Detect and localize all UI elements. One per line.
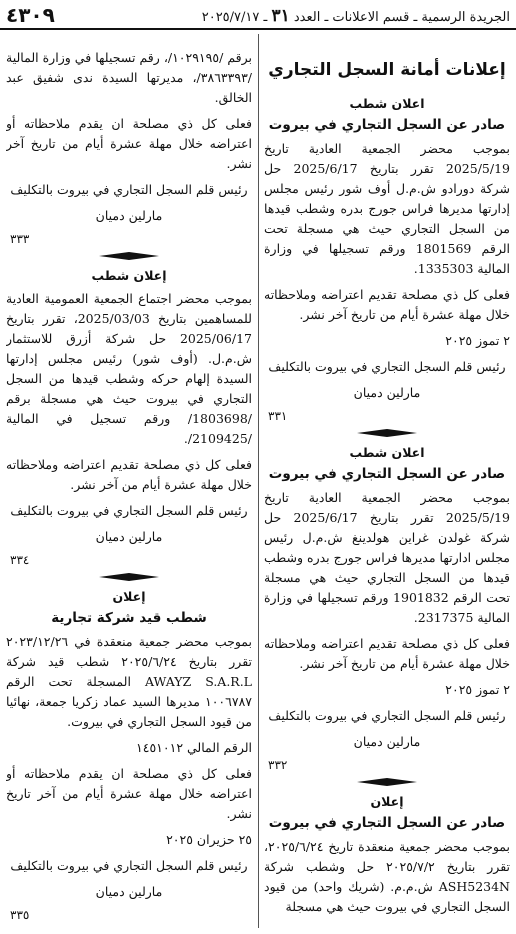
announcement-body: بموجب محضر اجتماع الجمعية العمومية العادية للمساهمين بتاريخ 2025/03/03، تقرر بتاريخ 2025/06/17 حل شركة أزرق للاستثمار ش.م.ل. (أوف شور) رئيس مجلس إدارتها السيدة إلهام حركه وشطب قيدها من السجل التجاري في بيروت حيث هي مسجلة برقم /1803698/ ورقم تسجيل في المالية /2109425/. bbox=[6, 291, 252, 446]
announcement-issuer: صادر عن السجل التجاري في بيروت bbox=[268, 117, 506, 133]
signer-name: مارلين دميان bbox=[353, 385, 421, 400]
separator-ornament bbox=[99, 573, 159, 581]
announcement-kind: إعلان bbox=[112, 589, 146, 604]
announcement-331 bbox=[264, 96, 510, 437]
announcement-objection: فعلى كل ذي مصلحة تقديم اعتراضه وملاحظاته خلال مهلة عشرة أيام من تاريخ آخر نشر. bbox=[264, 287, 510, 322]
announcement-kind: إعلان bbox=[370, 794, 404, 809]
signer-title: رئيس قلم السجل التجاري في بيروت بالتكليف bbox=[10, 182, 248, 197]
signer-title: رئيس قلم السجل التجاري في بيروت بالتكليف bbox=[268, 708, 506, 723]
signer-name: مارلين دميان bbox=[95, 884, 163, 899]
announcement-number: ٣٣٤ bbox=[10, 553, 30, 567]
page-header bbox=[0, 0, 516, 30]
header-title bbox=[202, 6, 510, 26]
announcement-date: ٢ تموز ٢٠٢٥ bbox=[445, 682, 510, 697]
announcement-objection: فعلى كل ذي مصلحة تقديم اعتراضه وملاحظاته خلال مهلة عشرة أيام من آخر نشر. bbox=[6, 457, 252, 492]
announcement-body: برقم /١٠٢٩١٩٥/، رقم تسجيلها في وزارة المالية /٣٨٦٣٣٩٣/، مديرتها السيدة ندى شفيق عبد الخالق. bbox=[6, 50, 252, 105]
header-issue: ٣١ bbox=[271, 6, 290, 26]
announcement-objection: فعلى كل ذي مصلحة تقديم اعتراضه وملاحظاته خلال مهلة عشرة أيام من تاريخ آخر نشر. bbox=[264, 636, 510, 671]
announcement-objection: فعلى كل ذي مصلحة ان يقدم ملاحظاته أو اعتراضه خلال مهلة عشرة أيام من تاريخ آخر نشر. bbox=[6, 116, 252, 171]
announcement-334 bbox=[6, 268, 252, 581]
signer-name: مارلين دميان bbox=[353, 734, 421, 749]
announcement-subtitle: شطب قيد شركة تجارية bbox=[51, 610, 207, 626]
page-number: ٤٣٠٩ bbox=[6, 3, 55, 27]
announcement-333-end bbox=[6, 48, 252, 260]
announcement-kind: اعلان شطب bbox=[349, 445, 425, 460]
section-title: إعلانات أمانة السجل التجاري bbox=[268, 60, 506, 80]
announcement-kind: اعلان شطب bbox=[349, 96, 425, 111]
separator-ornament bbox=[357, 429, 417, 437]
column-divider bbox=[258, 34, 259, 928]
announcement-332 bbox=[264, 445, 510, 786]
announcement-number: ٣٣٥ bbox=[10, 908, 30, 922]
announcement-body: بموجب محضر جمعية منعقدة تاريخ ٢٠٢٥/٦/٢٤، تقرر بتاريخ ٢٠٢٥/٧/٢ حل وشطب شركة ASH5234N ش.م.م. (شريك واحد) من قيود السجل التجاري في بيروت حيث هي مسجلة bbox=[264, 839, 510, 914]
fiscal-number: الرقم المالي ١٤٥١٠١٢ bbox=[136, 740, 252, 755]
right-column bbox=[264, 34, 510, 934]
header-title-prefix: الجريدة الرسمية ـ قسم الاعلانات ـ العدد bbox=[293, 10, 510, 25]
announcement-number: ٣٣١ bbox=[268, 409, 288, 423]
separator-ornament bbox=[99, 252, 159, 260]
announcement-335 bbox=[6, 589, 252, 922]
announcement-body: بموجب محضر جمعية منعقدة في ٢٠٢٣/١٢/٢٦ تقرر بتاريخ ٢٠٢٥/٦/٢٤ شطب قيد شركة AWAYZ S.A.R.L المسجلة تحت الرقم ١٠٠٦٧٨٧ مديرها السيد عماد زكريا جمعة، نهائيا من قيود السجل التجاري في بيروت. bbox=[6, 634, 252, 729]
announcement-objection: فعلى كل ذي مصلحة ان يقدم ملاحظاته أو اعتراضه خلال مهلة عشرة أيام من آخر تاريخ نشر. bbox=[6, 766, 252, 821]
announcement-date: ٢ تموز ٢٠٢٥ bbox=[445, 333, 510, 348]
signer-title: رئيس قلم السجل التجاري في بيروت بالتكليف bbox=[10, 858, 248, 873]
announcement-333-start bbox=[264, 794, 510, 917]
announcement-issuer: صادر عن السجل التجاري في بيروت bbox=[268, 815, 506, 831]
announcement-body: بموجب محضر الجمعية العادية تاريخ 2025/5/19 تقرر بتاريخ 2025/6/17 حل شركة غولدن غراين هولدينغ ش.م.ل رئيس مجلس ادارتها مديرها فراس جورج بدره وشطب قيدها من السجل التجاري حيث هي مسجلة تحت الرقم 1901832 ورقم تسجيلها في وزارة المالية 2317375. bbox=[264, 490, 510, 625]
announcement-number: ٣٣٢ bbox=[268, 758, 288, 772]
left-column bbox=[6, 34, 252, 934]
header-date: ـ ٢٠٢٥/٧/١٧ bbox=[201, 10, 268, 25]
announcement-number: ٣٣٣ bbox=[10, 232, 30, 246]
announcement-body: بموجب محضر الجمعية العادية تاريخ 2025/5/19 تقرر بتاريخ 2025/6/17 حل شركة دورادو ش.م.ل أوف شور رئيس مجلس إدارتها مديرها فراس جورج بدره وشطب قيدها من السجل التجاري حيث هي مسجلة تحت الرقم 1801569 ورقم تسجيلها في وزارة المالية 1335303. bbox=[264, 141, 510, 276]
announcement-kind: إعلان شطب bbox=[91, 268, 167, 283]
signer-title: رئيس قلم السجل التجاري في بيروت بالتكليف bbox=[268, 359, 506, 374]
announcement-issuer: صادر عن السجل التجاري في بيروت bbox=[268, 466, 506, 482]
signer-name: مارلين دميان bbox=[95, 208, 163, 223]
separator-ornament bbox=[357, 778, 417, 786]
announcement-date: ٢٥ حزيران ٢٠٢٥ bbox=[166, 832, 252, 847]
signer-name: مارلين دميان bbox=[95, 529, 163, 544]
signer-title: رئيس قلم السجل التجاري في بيروت بالتكليف bbox=[10, 503, 248, 518]
